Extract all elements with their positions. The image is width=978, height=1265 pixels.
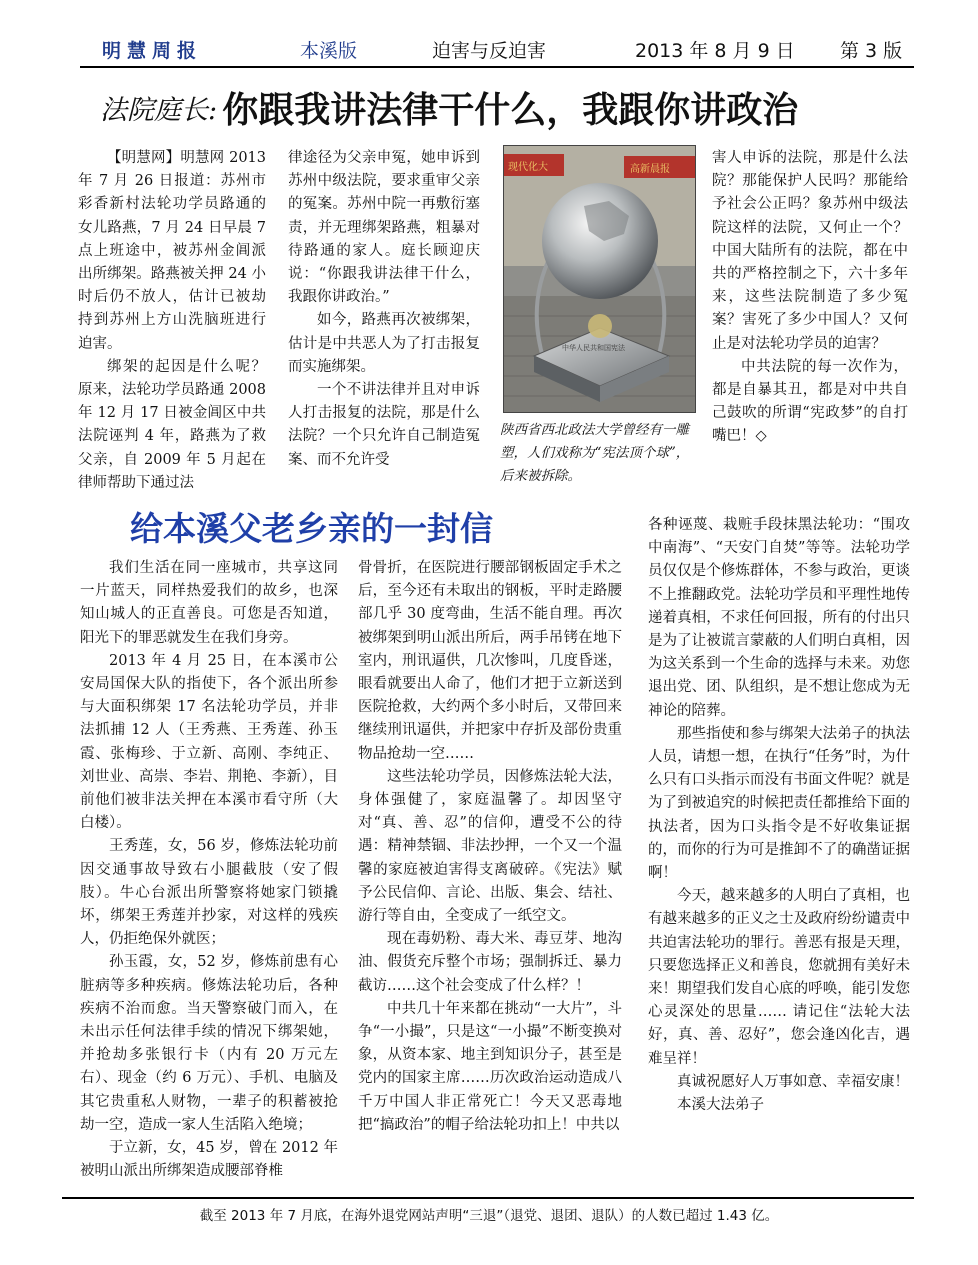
photo-caption: 陕西省西北政法大学曾经有一雕塑，人们戏称为“宪法顶个球”，后来被拆除。 xyxy=(500,422,690,484)
paragraph: 害人申诉的法院，那是什么法院？那能保护人民吗？那能给予社会公正吗？象苏州中级法院这样的法院，又何止一个？中国大陆所有的法院，都在中共的严格控制之下，六十多年来，这些法院制造了多少冤案？害死了多少中国人？又何止是对法轮功学员的迫害？ xyxy=(712,150,908,352)
paragraph: 【明慧网】明慧网 2013 年 7 月 26 日报道：苏州市彩香新村法轮功学员路通的女儿路燕，7 月 24 日早晨 7 点上班途中，被苏州金阊派出所绑架。路燕被关押 24 小时后仍不放人，估计已被劫持到苏州上方山洗脑班进行迫害。 xyxy=(78,150,266,352)
paragraph: 律途径为父亲申冤，她申诉到苏州中级法院，要求重审父亲的冤案。苏州中院一再敷衍塞责，并无理绑架路燕，粗暴对待路通的家人。庭长顾迎庆说：“你跟我讲法律干什么，我跟你讲政治。” xyxy=(288,150,480,306)
article2-column-3 xyxy=(648,514,910,1117)
paragraph: 一个不讲法律并且对申诉人打击报复的法院，那是什么法院？一个只允许自己制造冤案、而不允许受 xyxy=(288,382,480,468)
sculpture-photo xyxy=(503,145,696,413)
paragraph: 今天，越来越多的人明白了真相，也有越来越多的正义之士及政府纷纷谴责中共迫害法轮功的罪行。善恶有报是天理，只要您选择正义和善良，您就拥有美好未来！期望我们发自心底的呼唤，能引发您心灵深处的思量…… 请记住“法轮大法好，真、善、忍好”，您会逢凶化吉，遇难呈祥！ xyxy=(648,888,910,1067)
page-number: 第 3 版 xyxy=(840,40,903,62)
paragraph: 我们生活在同一座城市，共享这同一片蓝天，同样热爱我们的故乡，也深知山城人的正直善良。可您是否知道，阳光下的罪恶就发生在我们身旁。 xyxy=(80,560,338,646)
signature: 本溪大法弟子 xyxy=(677,1097,764,1114)
paragraph: 骨骨折，在医院进行腰部钢板固定手术之后，至今还有未取出的钢板，平时走路腰部几乎 30 度弯曲，生活不能自理。再次被绑架到明山派出所后，两手吊铐在地下室内，刑讯逼供，几次惨叫，几度昏迷，眼看就要出人命了，他们才把于立新送到医院抢救，大约两个多小时后，又带回来继续刑讯逼供，并把家中存折及部份贵重物品抢劫一空…… xyxy=(358,560,622,762)
masthead xyxy=(80,38,914,68)
paragraph: 各种诬蔑、栽赃手段抹黑法轮功：“围攻中南海”、“天安门自焚”等等。法轮功学员仅仅是个修炼群体，不参与政治，更谈不上推翻政党。法轮功学员和平理性地传递着真相，不求任何回报，所有的付出只是为了让被谎言蒙蔽的人们明白真相，因为这关系到一个生命的选择与未来。劝您退出党、团、队组织，是不想让您成为无神论的陪葬。 xyxy=(648,517,910,719)
article1-headline xyxy=(100,82,900,134)
paragraph: 那些指使和参与绑架大法弟子的执法人员，请想一想，在执行“任务”时，为什么只有口头指示而没有书面文件呢？就是为了到被追究的时候把责任都推给下面的执法者，因为口头指令是不好收集证据的，而你的行为可是推卸不了的确凿证据啊！ xyxy=(648,725,910,882)
edition-label: 本溪版 xyxy=(300,40,358,62)
article2-column-1 xyxy=(80,557,338,1183)
article1-column-1 xyxy=(78,147,266,495)
article1-kicker: 法院庭长: xyxy=(100,95,218,126)
paragraph: 现在毒奶粉、毒大米、毒豆芽、地沟油、假货充斥整个市场；强制拆迁、暴力截访……这个社会变成了什么样？！ xyxy=(358,931,622,994)
paragraph: 2013 年 4 月 25 日，在本溪市公安局国保大队的指使下，各个派出所参与大面积绑架 17 名法轮功学员，并非法抓捕 12 人（王秀燕、王秀莲、孙玉霞、张梅珍、于立新、高刚、李纯正、刘世业、高崇、李岩、荆艳、李新），目前他们被非法关押在本溪市看守所（大白楼）。 xyxy=(80,652,338,832)
issue-date: 2013 年 8 月 9 日 xyxy=(635,40,795,62)
footer-notice: 截至 2013 年 7 月底，在海外退党网站声明“三退”（退党、退团、退队）的人数已超过 1.43 亿。 xyxy=(199,1208,779,1224)
paragraph: 真诚祝愿好人万事如意、幸福安康！ xyxy=(677,1073,909,1090)
paper-name: 明慧周报 xyxy=(102,40,203,62)
paragraph: 中共法院的每一次作为，都是自暴其丑，都是对中共自己鼓吹的所谓“宪政梦”的自打嘴巴！◇ xyxy=(712,358,908,445)
article1-column-3 xyxy=(712,147,908,449)
article2-title: 给本溪父老乡亲的一封信 xyxy=(130,509,493,548)
footer-rule xyxy=(62,1197,914,1199)
paragraph: 于立新，女，45 岁，曾在 2012 年被明山派出所绑架造成腰部脊椎 xyxy=(80,1140,338,1180)
article1-column-2 xyxy=(288,147,480,472)
section-label: 迫害与反迫害 xyxy=(432,40,547,62)
paragraph: 孙玉霞，女，52 岁，修炼前患有心脏病等多种疾病。修炼法轮功后，各种疾病不治而愈。当天警察破门而入，在未出示任何法律手续的情况下绑架她，并抢劫多张银行卡（内有 20 万元左右）、现金（约 6 万元）、手机、电脑及其它贵重私人财物，一辈子的积蓄被抢劫一空，造成一家人生活陷入绝境； xyxy=(80,954,338,1133)
paragraph: 王秀莲，女，56 岁，修炼法轮功前因交通事故导致右小腿截肢（安了假肢）。牛心台派出所警察将她家门锁撬坏，绑架王秀莲并抄家，对这样的残疾人，仍拒绝保外就医； xyxy=(80,838,338,948)
sculpture-image xyxy=(504,146,696,413)
paragraph: 如今，路燕再次被绑架，估计是中共恶人为了打击报复而实施绑架。 xyxy=(288,312,480,375)
paragraph: 这些法轮功学员，因修炼法轮大法，身体强健了，家庭温馨了。却因坚守对“真、善、忍”的信仰，遭受不公的待遇：精神禁锢、非法抄押，一个又一个温馨的家庭被迫害得支离破碎。《宪法》赋予公民信仰、言论、出版、集会、结社、游行等自由，全变成了一纸空文。 xyxy=(358,768,622,925)
paragraph: 绑架的起因是什么呢？原来，法轮功学员路通 2008 年 12 月 17 日被金阊区中共法院诬判 4 年，路燕为了救父亲，自 2009 年 5 月起在律师帮助下通过法 xyxy=(78,358,266,491)
masthead-rule xyxy=(80,66,914,68)
base-inscription: 中华人民共和国宪法 xyxy=(562,344,625,352)
paragraph: 中共几十年来都在挑动“一大片”，斗争“一小撮”，只是这“一小撮”不断变换对象，从资本家、地主到知识分子，甚至是党内的国家主席……历次政治运动造成八千万中国人非正常死亡！今天又恶毒地把“搞政治”的帽子给法轮功扣上！中共以 xyxy=(358,1000,622,1133)
article1-title: 你跟我讲法律干什么，我跟你讲政治 xyxy=(222,90,799,131)
banner-left-text: 现代化大 xyxy=(508,162,548,173)
article2-column-2 xyxy=(358,557,622,1137)
banner-right-text: 高新晨报 xyxy=(630,164,670,175)
